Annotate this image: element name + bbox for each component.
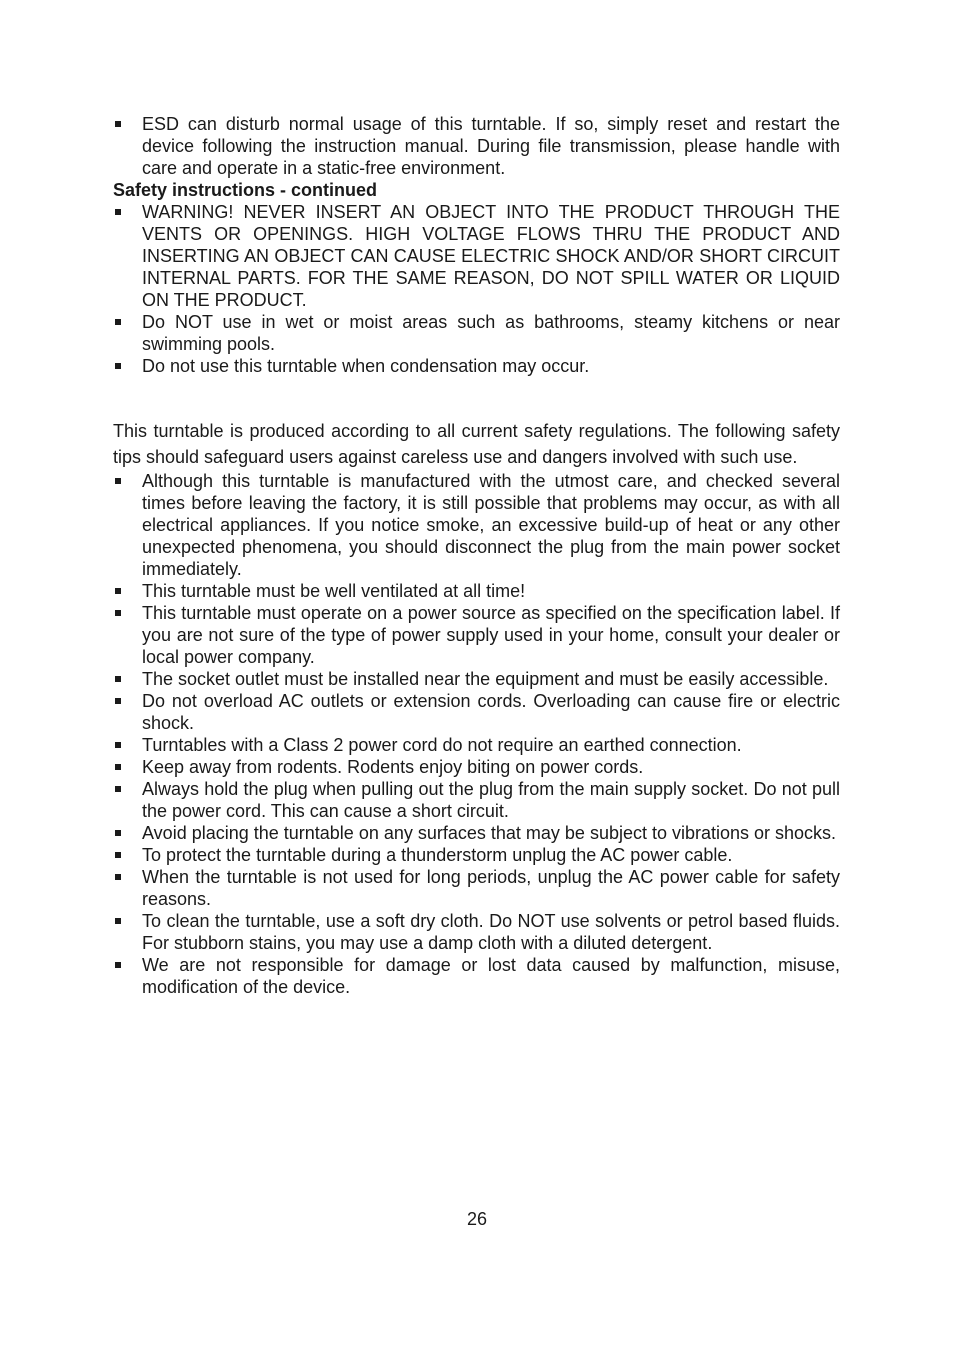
list-item xyxy=(113,778,840,822)
list-item-text: This turntable must be well ventilated at all time! xyxy=(142,581,526,601)
list-item xyxy=(113,580,840,602)
list-item-text: When the turntable is not used for long periods, unplug the AC power cable for safety reasons. xyxy=(142,867,840,909)
square-bullet-icon xyxy=(115,676,121,682)
esd-list xyxy=(113,113,840,179)
list-item-text: This turntable must operate on a power source as specified on the specification label. If you are not sure of the type of power supply used in your home, consult your dealer or local power company. xyxy=(142,603,840,667)
list-item xyxy=(113,844,840,866)
square-bullet-icon xyxy=(115,852,121,858)
list-item xyxy=(113,756,840,778)
square-bullet-icon xyxy=(115,610,121,616)
list-item-text: Turntables with a Class 2 power cord do not require an earthed connection. xyxy=(142,735,742,755)
warning-list xyxy=(113,201,840,377)
list-item xyxy=(113,355,840,377)
list-item-text: Do not use this turntable when condensation may occur. xyxy=(142,356,590,376)
square-bullet-icon xyxy=(115,121,121,127)
list-item-text: Although this turntable is manufactured with the utmost care, and checked several times before leaving the factory, it is still possible that problems may occur, as with all electrical appliances. If you notice smoke, an excessive build-up of heat or any other unexpected phenomena, you should disconnect the plug from the main power socket immediately. xyxy=(142,471,840,579)
square-bullet-icon xyxy=(115,588,121,594)
safety-tips-list xyxy=(113,470,840,998)
list-item-text: To clean the turntable, use a soft dry cloth. Do NOT use solvents or petrol based fluids. For stubborn stains, you may use a damp cloth with a diluted detergent. xyxy=(142,911,840,953)
square-bullet-icon xyxy=(115,698,121,704)
list-item-text: ESD can disturb normal usage of this turntable. If so, simply reset and restart the device following the instruction manual. During file transmission, please handle with care and operate in a static-free environment. xyxy=(142,114,840,178)
list-item xyxy=(113,311,840,355)
list-item xyxy=(113,866,840,910)
list-item xyxy=(113,910,840,954)
list-item xyxy=(113,734,840,756)
section-heading: Safety instructions - continued xyxy=(113,180,378,200)
square-bullet-icon xyxy=(115,478,121,484)
list-item xyxy=(113,470,840,580)
list-item-text: The socket outlet must be installed near the equipment and must be easily accessible. xyxy=(142,669,829,689)
list-item xyxy=(113,690,840,734)
square-bullet-icon xyxy=(115,962,121,968)
page-content xyxy=(113,113,840,998)
list-item xyxy=(113,954,840,998)
list-item-text: Do not overload AC outlets or extension cords. Overloading can cause fire or electric shock. xyxy=(142,691,840,733)
list-item xyxy=(113,668,840,690)
list-item xyxy=(113,602,840,668)
square-bullet-icon xyxy=(115,209,121,215)
square-bullet-icon xyxy=(115,363,121,369)
list-item-text: Always hold the plug when pulling out the plug from the main supply socket. Do not pull the power cord. This can cause a short circuit. xyxy=(142,779,840,821)
list-item-text: To protect the turntable during a thunderstorm unplug the AC power cable. xyxy=(142,845,733,865)
square-bullet-icon xyxy=(115,786,121,792)
square-bullet-icon xyxy=(115,830,121,836)
square-bullet-icon xyxy=(115,319,121,325)
intro-paragraph: This turntable is produced according to all current safety regulations. The following safety tips should safeguard users against careless use and dangers involved with such use. xyxy=(113,421,840,467)
square-bullet-icon xyxy=(115,764,121,770)
page-number: 26 xyxy=(466,1209,488,1229)
list-item-text: We are not responsible for damage or lost data caused by malfunction, misuse, modification of the device. xyxy=(142,955,840,997)
square-bullet-icon xyxy=(115,918,121,924)
square-bullet-icon xyxy=(115,742,121,748)
list-item-text: Avoid placing the turntable on any surfaces that may be subject to vibrations or shocks. xyxy=(142,823,837,843)
square-bullet-icon xyxy=(115,874,121,880)
list-item-text: WARNING! NEVER INSERT AN OBJECT INTO THE PRODUCT THROUGH THE VENTS OR OPENINGS. HIGH VOLTAGE FLOWS THRU THE PRODUCT AND INSERTING AN OBJECT CAN CAUSE ELECTRIC SHOCK AND/OR SHORT CIRCUIT INTERNAL PARTS. FOR THE SAME REASON, DO NOT SPILL WATER OR LIQUID ON THE PRODUCT. xyxy=(142,202,840,310)
list-item xyxy=(113,201,840,311)
list-item xyxy=(113,113,840,179)
list-item-text: Keep away from rodents. Rodents enjoy biting on power cords. xyxy=(142,757,644,777)
list-item xyxy=(113,822,840,844)
list-item-text: Do NOT use in wet or moist areas such as bathrooms, steamy kitchens or near swimming pools. xyxy=(142,312,840,354)
